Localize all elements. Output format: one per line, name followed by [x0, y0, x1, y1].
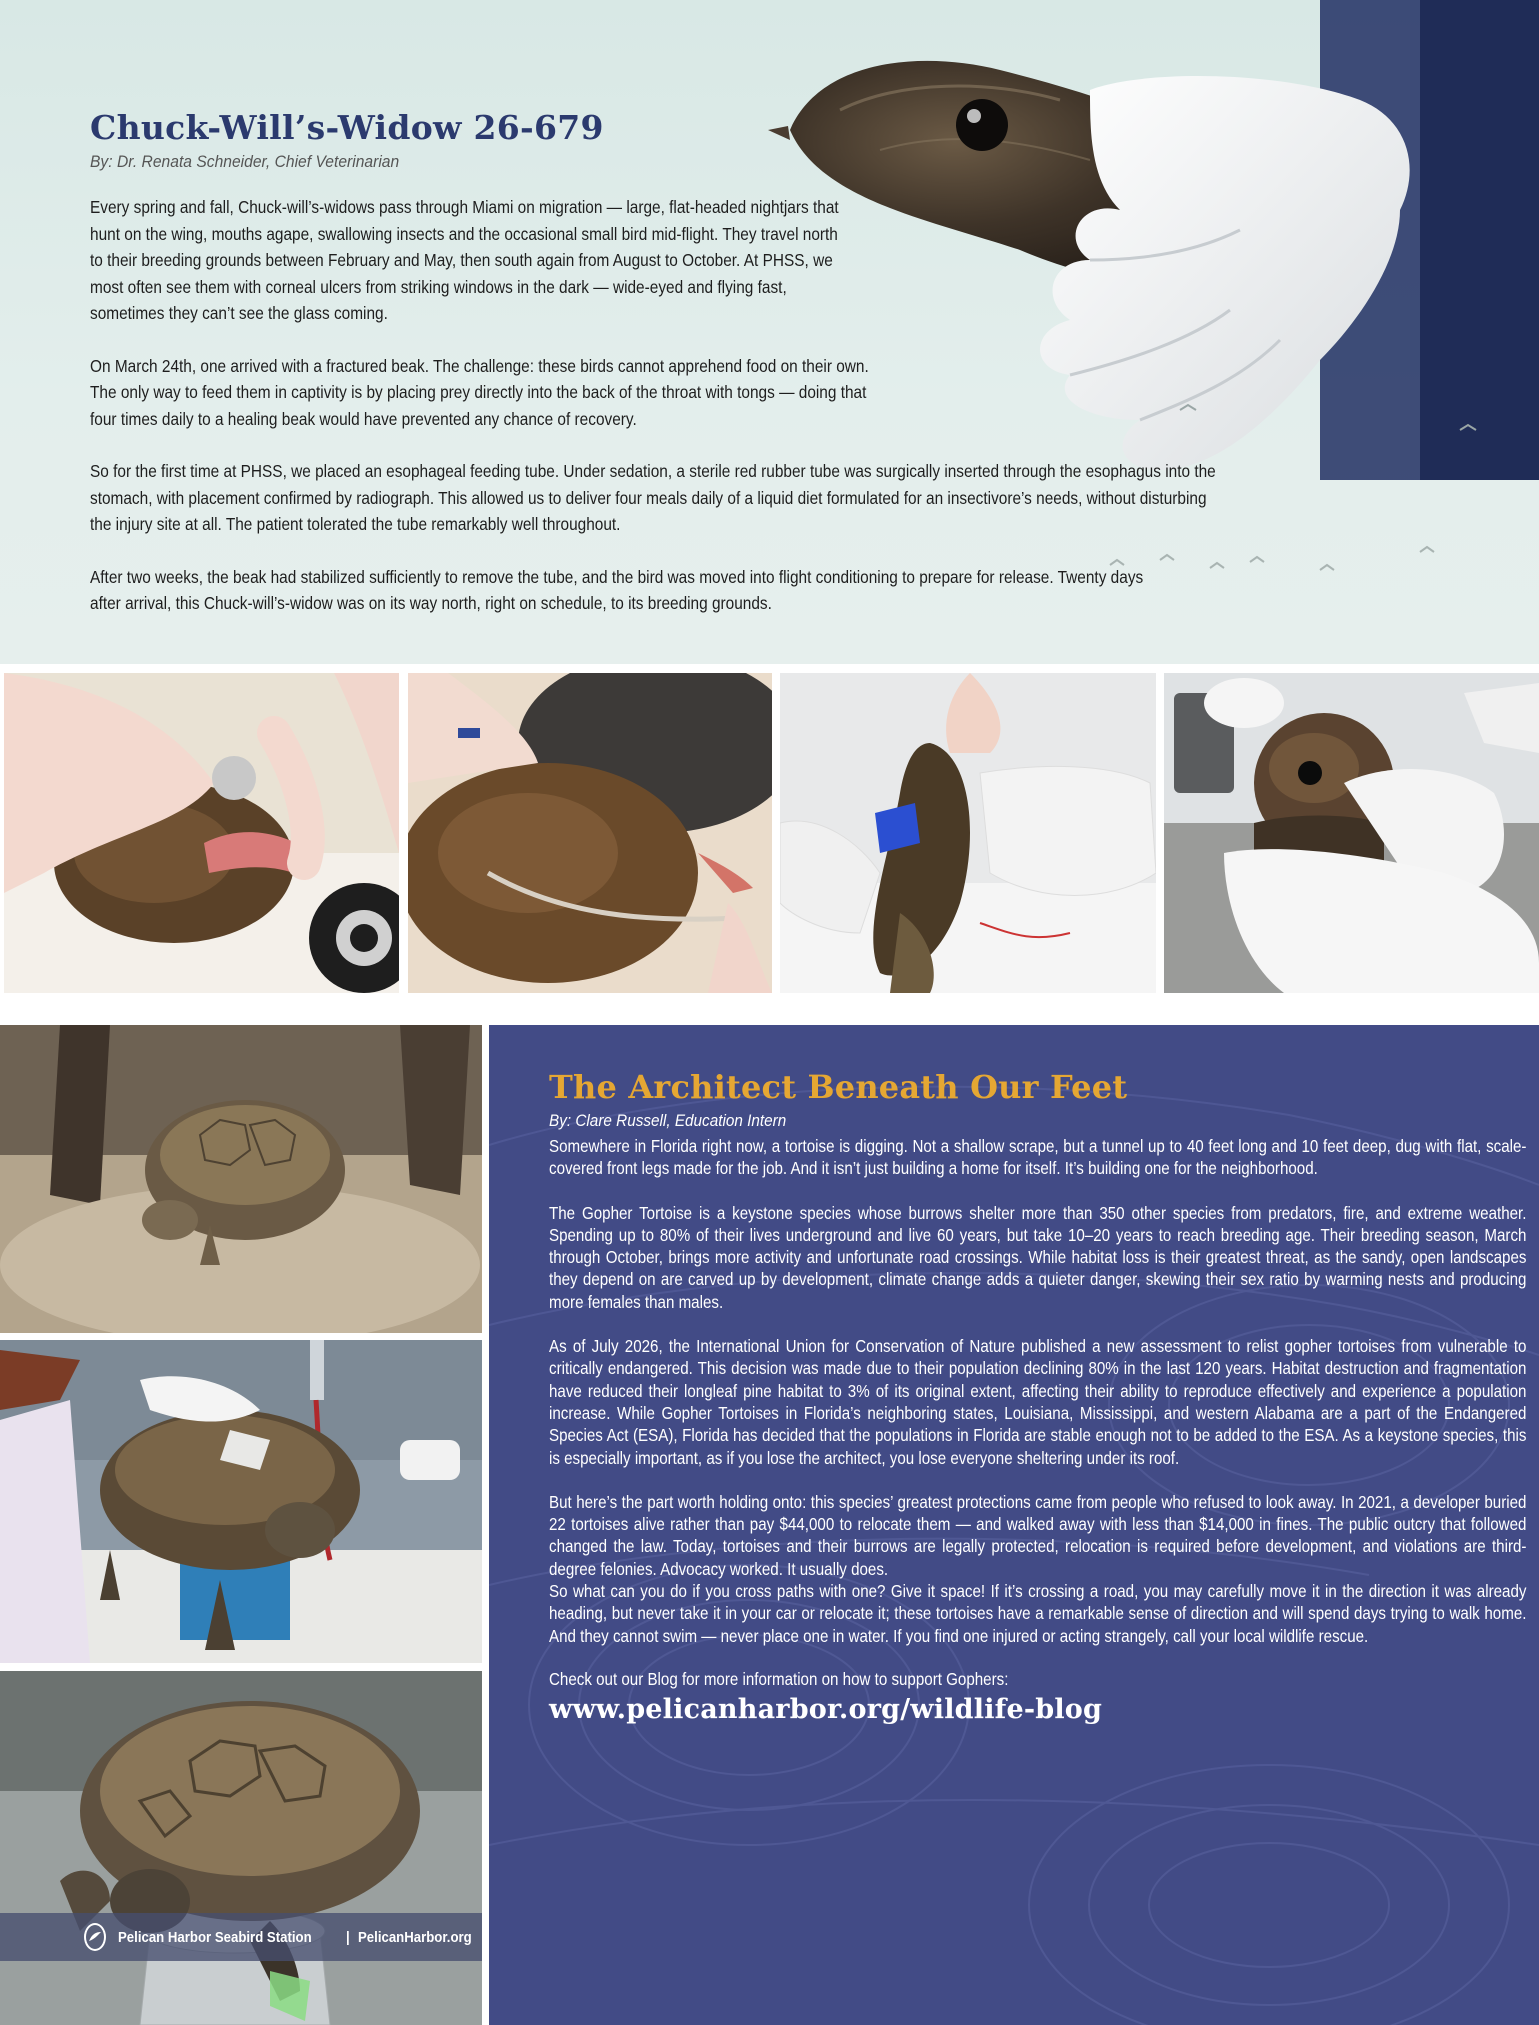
pelican-logo-icon	[84, 1923, 106, 1951]
article-title: Chuck-Will’s-Widow 26-679	[90, 108, 604, 147]
article-paragraph: So what can you do if you cross paths with one? Give it space! If it’s crossing a road, you may carefully move it in the direction it was already heading, but never take it in your car or relocate it; these tortoises have a remarkable sense of direction and will spend days trying to walk home. And they cannot swim — never place one in water. If you find one injured or acting strangely, call your local wildlife rescue.	[549, 1581, 1527, 1646]
footer-website[interactable]: PelicanHarbor.org	[358, 1928, 472, 1946]
article-paragraph: As of July 2026, the International Union for Conservation of Nature published a new assessment to relist gopher tortoises from vulnerable to critically endangered. This decision was made due to their population declining 80% in the last 120 years. Habitat destruction and fragmentation have reduced their longleaf pine habitat to 3% of its original extent, affecting their ability to reproduce effectively and experience a population increase. While Gopher Tortoises in Florida’s neighboring states, Louisiana, Mississippi, and western Alabama are a part of the Endangered Species Act (ESA), Florida has decided that the populations in Florida are stable enough not to be added to the ESA. As a keystone species, this is especially important, as if you lose the architect, you lose everyone sheltering under its roof.	[549, 1336, 1527, 1468]
article-byline: By: Dr. Renata Schneider, Chief Veterinarian	[90, 152, 400, 171]
article-paragraph: The Gopher Tortoise is a keystone species whose burrows shelter more than 350 other species from predators, fire, and extreme weather. Spending up to 80% of their lives underground and live 60 years, but take 10–20 years to reach breeding age. Their breeding season, March through October, brings more activity and unfortunate road crossings. While habitat loss is their greatest threat, as the sandy, open landscapes they depend on are carved up by development, climate change adds a quieter danger, skewing their sex ratio by warming nests and producing more females than males.	[549, 1202, 1527, 1312]
photo-tortoise-iv	[0, 1340, 482, 1663]
article-paragraph: After two weeks, the beak had stabilized sufficiently to remove the tube, and the bird was moved into flight conditioning to prepare for release. Twenty days after arrival, this Chuck-will’s-widow was on its way north, right on schedule, to its breeding grounds.	[90, 566, 1144, 613]
chuck-wills-widow-section	[0, 0, 1539, 664]
footer-separator: |	[346, 1928, 350, 1946]
photo-tortoise-jar	[0, 1671, 482, 2025]
article-byline: By: Clare Russell, Education Intern	[549, 1111, 787, 1130]
article-paragraph: So for the first time at PHSS, we placed an esophageal feeding tube. Under sedation, a sterile red rubber tube was surgically inserted through the esophagus into the stomach, with placement confirmed by radiograph. This allowed us to deliver four meals daily of a liquid diet formulated for an insectivore’s needs, without disturbing the injury site at all. The patient tolerated the tube remarkably well throughout.	[90, 461, 1216, 534]
photo-beak-exam	[4, 673, 399, 993]
article-paragraph: Somewhere in Florida right now, a tortoise is digging. Not a shallow scrape, but a tunnel up to 40 feet long and 10 feet deep, dug with flat, scale-covered front legs made for the job. And it isn’t just building a home for itself. It’s building one for the neighborhood.	[549, 1136, 1527, 1179]
blog-cta-text: Check out our Blog for more information on how to support Gophers:	[549, 1668, 1009, 1689]
article-paragraph: Every spring and fall, Chuck-will’s-widows pass through Miami on migration — large, flat-headed nightjars that hunt on the wing, mouths agape, swallowing insects and the occasional small bird mid-flight. They travel north to their breeding grounds between February and May, then south again from August to October. At PHSS, we most often see them with corneal ulcers from striking windows in the dark — wide-eyed and flying fast, sometimes they can’t see the glass coming.	[90, 197, 839, 323]
article-paragraph: On March 24th, one arrived with a fractured beak. The challenge: these birds cannot apprehend food on their own. The only way to feed them in captivity is by placing prey directly into the back of the throat with tongs — doing that four times daily to a healing beak would have prevented any chance of recovery.	[90, 355, 869, 429]
photo-bird-held-upright	[1164, 673, 1539, 993]
footer-bar	[0, 1913, 482, 1961]
photo-feeding-tube	[408, 673, 772, 993]
article-paragraph: But here’s the part worth holding onto: this species’ greatest protections came from people who refused to look away. In 2021, a developer buried 22 tortoises alive rather than pay $44,000 to relocate them — and walked away with less than $14,000 in fines. The public outcry that followed changed the law. Today, tortoises and their burrows are legally protected, relocation is required before development, and violations are third-degree felonies. Advocacy worked. It usually does.	[549, 1491, 1527, 1579]
footer-org-name: Pelican Harbor Seabird Station	[118, 1928, 312, 1946]
gopher-tortoise-section	[489, 1025, 1539, 2025]
photo-bandaged-bird	[780, 673, 1156, 993]
article-title: The Architect Beneath Our Feet	[549, 1068, 1128, 1106]
blog-url-link[interactable]: www.pelicanharbor.org/wildlife-blog	[549, 1693, 1103, 1725]
photo-tortoise-burrow	[0, 1025, 482, 1333]
